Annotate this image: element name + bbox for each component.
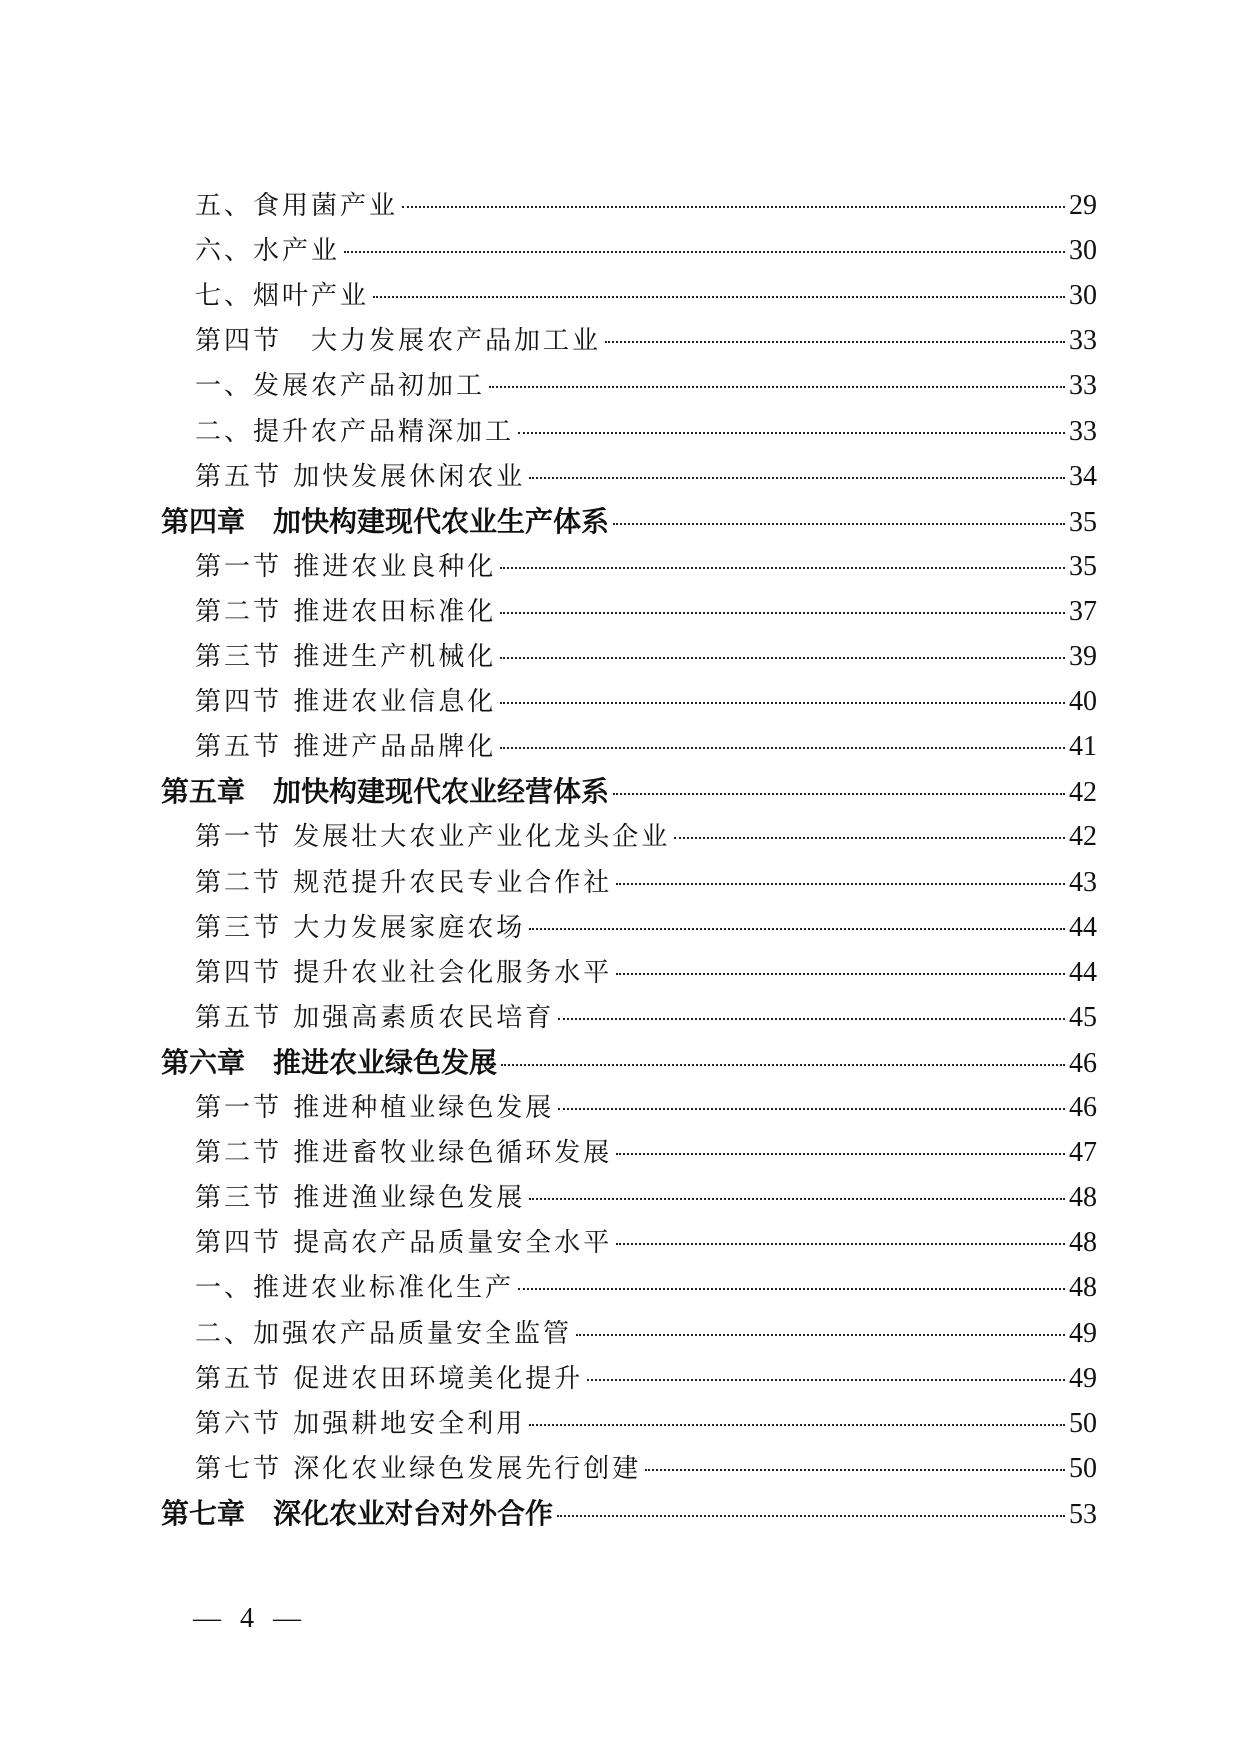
toc-entry-page: 34 — [1069, 460, 1097, 492]
toc-entry-label: 第四节 推进农业信息化 — [195, 687, 497, 718]
toc-dot-leader — [674, 837, 1065, 839]
toc-entry-label: 第三节 推进渔业绿色发展 — [195, 1183, 526, 1214]
toc-entry-label: 第四节 大力发展农产品加工业 — [195, 326, 602, 357]
toc-entry-label: 第三节 推进生产机械化 — [195, 642, 497, 672]
toc-entry-page: 48 — [1069, 1182, 1097, 1214]
toc-entry-label: 第五节 推进产品品牌化 — [195, 732, 497, 763]
toc-dot-leader — [529, 1198, 1065, 1200]
toc-subsection-entry[interactable] — [195, 1311, 1097, 1356]
toc-entry-page: 41 — [1069, 731, 1097, 763]
toc-entry-label: 第二节 推进农田标准化 — [195, 596, 497, 627]
toc-entry-page: 50 — [1069, 1452, 1097, 1484]
toc-entry-page: 39 — [1069, 641, 1097, 672]
toc-entry-page: 50 — [1069, 1407, 1097, 1439]
toc-entry-label: 七、烟叶产业 — [195, 281, 370, 312]
toc-dot-leader — [500, 567, 1065, 569]
toc-entry-page: 33 — [1069, 325, 1097, 357]
toc-chapter-entry[interactable] — [161, 1491, 1097, 1536]
toc-entry-label: 第五节 促进农田环境美化提升 — [195, 1363, 584, 1394]
toc-dot-leader — [501, 1064, 1065, 1066]
toc-dot-leader — [616, 883, 1065, 885]
toc-entry-label: 六、水产业 — [195, 236, 341, 267]
toc-entry-label: 第七节 深化农业绿色发展先行创建 — [195, 1453, 642, 1484]
toc-dot-leader — [558, 1108, 1065, 1110]
toc-entry-label: 第三节 大力发展家庭农场 — [195, 912, 526, 943]
toc-entry-page: 49 — [1069, 1317, 1097, 1349]
toc-dot-leader — [557, 1515, 1065, 1517]
toc-chapter-entry[interactable] — [161, 769, 1097, 814]
toc-section-entry[interactable] — [195, 1175, 1097, 1220]
toc-section-entry[interactable] — [195, 679, 1097, 724]
toc-entry-page: 40 — [1069, 686, 1097, 718]
toc-subsection-entry[interactable] — [195, 228, 1097, 273]
toc-dot-leader — [529, 477, 1065, 479]
toc-entry-page: 49 — [1069, 1362, 1097, 1394]
toc-entry-page: 48 — [1069, 1272, 1097, 1304]
toc-dot-leader — [500, 747, 1065, 749]
toc-entry-page: 33 — [1069, 415, 1097, 447]
toc-entry-page: 29 — [1069, 190, 1097, 221]
toc-section-entry[interactable] — [195, 995, 1097, 1040]
toc-entry-label: 第一节 发展壮大农业产业化龙头企业 — [195, 822, 671, 853]
toc-entry-label: 五、食用菌产业 — [195, 191, 399, 221]
toc-section-entry[interactable] — [195, 1356, 1097, 1401]
toc-section-entry[interactable] — [195, 1446, 1097, 1491]
toc-entry-page: 44 — [1069, 911, 1097, 943]
toc-entry-page: 48 — [1069, 1227, 1097, 1259]
toc-dot-leader — [500, 657, 1065, 659]
toc-section-entry[interactable] — [195, 544, 1097, 589]
toc-entry-label: 第一节 推进农业良种化 — [195, 551, 497, 582]
toc-entry-label: 第四节 提升农业社会化服务水平 — [195, 957, 613, 988]
toc-chapter-entry[interactable] — [161, 1040, 1097, 1085]
toc-entry-label: 一、推进农业标准化生产 — [195, 1273, 515, 1304]
toc-entry-page: 35 — [1069, 550, 1097, 582]
toc-dot-leader — [402, 206, 1065, 208]
toc-entry-label: 第一节 推进种植业绿色发展 — [195, 1093, 555, 1123]
toc-entry-page: 46 — [1069, 1047, 1097, 1079]
toc-dot-leader — [616, 1243, 1065, 1245]
toc-section-entry[interactable] — [195, 1085, 1097, 1130]
toc-entry-page: 42 — [1069, 777, 1097, 809]
toc-subsection-entry[interactable] — [195, 183, 1097, 228]
toc-dot-leader — [518, 1288, 1065, 1290]
toc-section-entry[interactable] — [195, 1130, 1097, 1175]
toc-entry-label: 第六节 加强耕地安全利用 — [195, 1408, 526, 1439]
toc-dot-leader — [500, 702, 1065, 704]
toc-entry-page: 42 — [1069, 821, 1097, 853]
toc-entry-label: 第二节 推进畜牧业绿色循环发展 — [195, 1138, 613, 1169]
toc-section-entry[interactable] — [195, 1401, 1097, 1446]
toc-entry-page: 35 — [1069, 506, 1097, 538]
toc-dot-leader — [518, 432, 1065, 434]
toc-entry-page: 45 — [1069, 1001, 1097, 1033]
toc-subsection-entry[interactable] — [195, 273, 1097, 318]
toc-section-entry[interactable] — [195, 589, 1097, 634]
toc-entry-label: 第四节 提高农产品质量安全水平 — [195, 1228, 613, 1259]
toc-dot-leader — [616, 1153, 1065, 1155]
toc-section-entry[interactable] — [195, 950, 1097, 995]
toc-dot-leader — [500, 612, 1065, 614]
toc-dot-leader — [616, 973, 1065, 975]
toc-entry-label: 二、提升农产品精深加工 — [195, 416, 515, 447]
toc-entry-page: 47 — [1069, 1137, 1097, 1169]
toc-section-entry[interactable] — [195, 1220, 1097, 1265]
toc-dot-leader — [613, 523, 1065, 525]
toc-entry-label: 第六章 推进农业绿色发展 — [161, 1045, 498, 1079]
toc-dot-leader — [587, 1379, 1065, 1381]
toc-section-entry[interactable] — [195, 318, 1097, 363]
toc-dot-leader — [489, 386, 1065, 388]
toc-dot-leader — [529, 1424, 1065, 1426]
toc-entry-page: 30 — [1069, 235, 1097, 267]
toc-entry-page: 53 — [1069, 1498, 1097, 1530]
page-number: — 4 — — [193, 1603, 307, 1634]
toc-entry-page: 37 — [1069, 595, 1097, 627]
toc-entry-label: 一、发展农产品初加工 — [195, 371, 486, 402]
toc-section-entry[interactable] — [195, 814, 1097, 859]
toc-entry-page: 33 — [1069, 370, 1097, 402]
toc-subsection-entry[interactable] — [195, 363, 1097, 408]
toc-section-entry[interactable] — [195, 454, 1097, 499]
toc-entry-label: 第四章 加快构建现代农业生产体系 — [161, 504, 610, 538]
toc-entry-label: 第五节 加强高素质农民培育 — [195, 1002, 555, 1033]
toc-entry-page: 44 — [1069, 956, 1097, 988]
toc-entry-label: 第七章 深化农业对台对外合作 — [161, 1496, 554, 1530]
toc-dot-leader — [344, 251, 1065, 253]
toc-dot-leader — [645, 1469, 1065, 1471]
toc-dot-leader — [529, 928, 1065, 930]
toc-subsection-entry[interactable] — [195, 1265, 1097, 1310]
toc-subsection-entry[interactable] — [195, 409, 1097, 454]
toc-entry-label: 第二节 规范提升农民专业合作社 — [195, 867, 613, 898]
toc-dot-leader — [576, 1334, 1065, 1336]
toc-dot-leader — [373, 296, 1065, 298]
toc-section-entry[interactable] — [195, 634, 1097, 679]
toc-dot-leader — [613, 793, 1065, 795]
toc-entry-label: 第五章 加快构建现代农业经营体系 — [161, 775, 610, 809]
toc-entry-label: 第五节 加快发展休闲农业 — [195, 461, 526, 492]
toc-dot-leader — [605, 341, 1065, 343]
toc-section-entry[interactable] — [195, 724, 1097, 769]
toc-chapter-entry[interactable] — [161, 499, 1097, 544]
toc-dot-leader — [558, 1018, 1065, 1020]
toc-entry-page: 43 — [1069, 866, 1097, 898]
toc-section-entry[interactable] — [195, 905, 1097, 950]
toc-entry-page: 30 — [1069, 280, 1097, 312]
toc-section-entry[interactable] — [195, 860, 1097, 905]
toc-entry-page: 46 — [1069, 1092, 1097, 1123]
toc-entry-label: 二、加强农产品质量安全监管 — [195, 1318, 573, 1349]
